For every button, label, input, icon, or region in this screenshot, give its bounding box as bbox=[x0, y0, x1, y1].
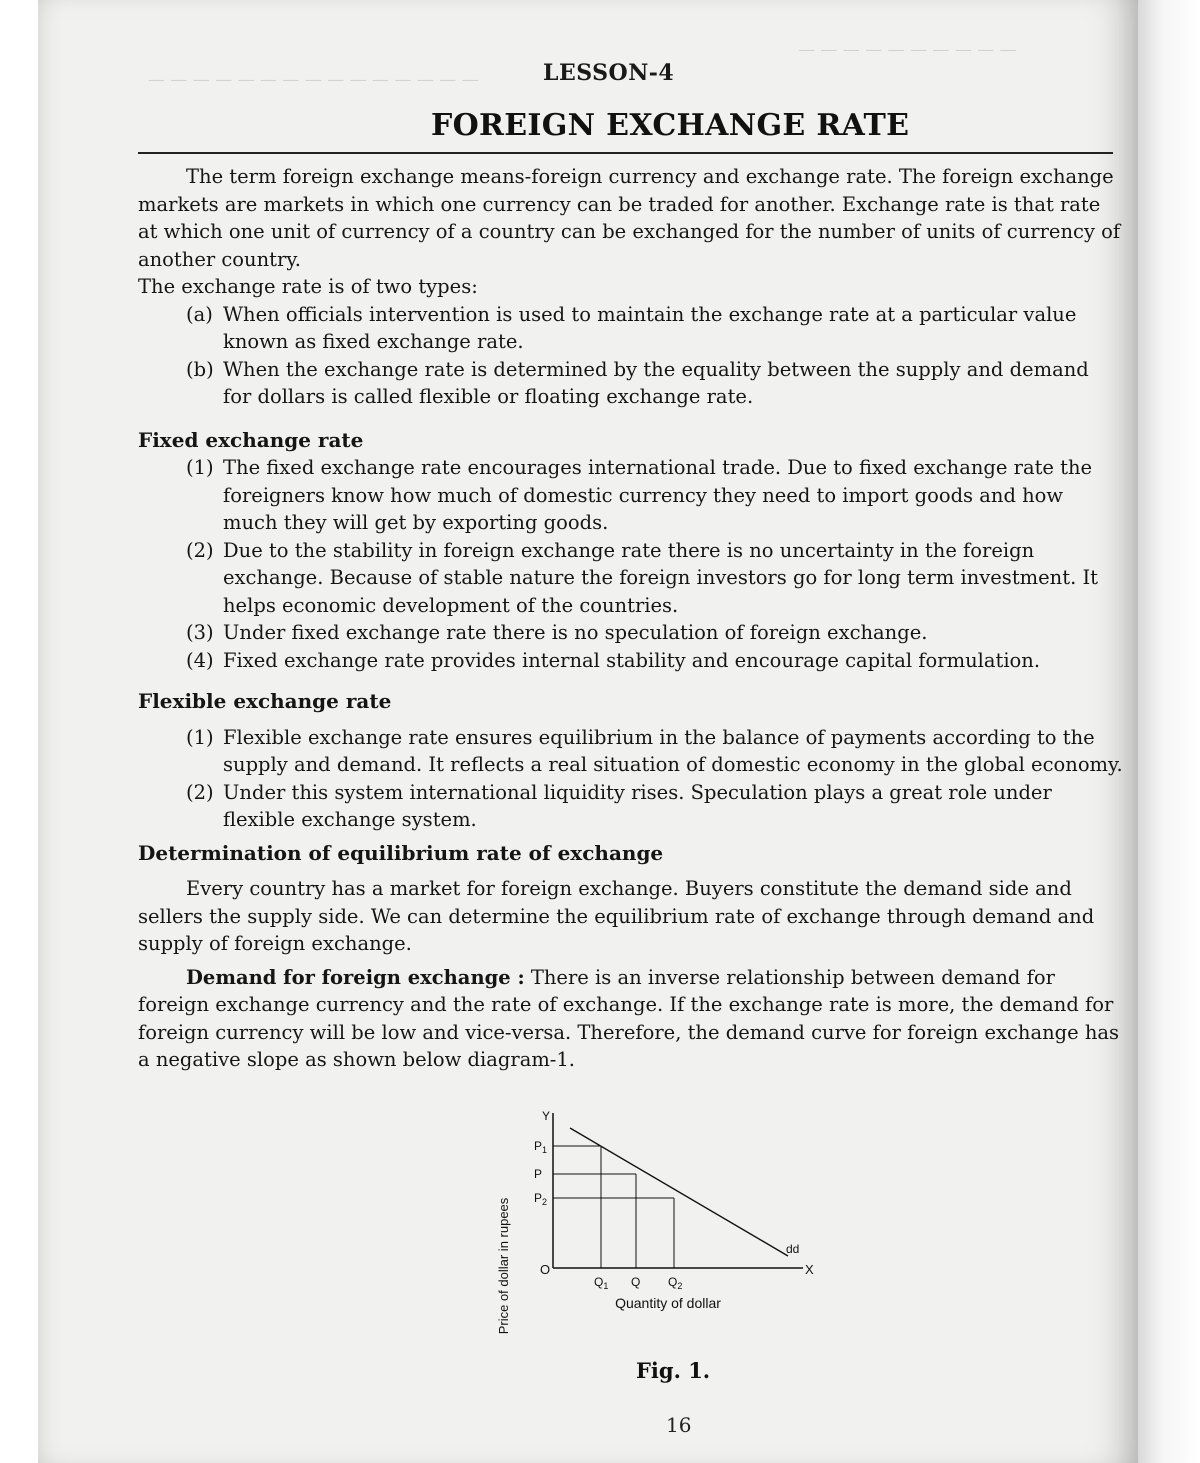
price-p1-label: $P_1$ bbox=[534, 1139, 548, 1155]
fixed-item-number: (3) bbox=[186, 621, 214, 644]
quantity-q-label: Q bbox=[631, 1275, 641, 1289]
fixed-item-number: (2) bbox=[186, 538, 214, 562]
fixed-item-number: (1) bbox=[186, 456, 214, 479]
scan-left-margin bbox=[0, 0, 38, 1463]
scan-right-margin bbox=[1138, 0, 1200, 1463]
demand-lead: Demand for foreign exchange : bbox=[186, 965, 525, 989]
bleed-through-text: — — — — — — — — — — — — — — — bbox=[148, 70, 479, 90]
type-item-number: (a) bbox=[186, 302, 213, 326]
type-item-b bbox=[138, 356, 1123, 411]
types-heading: The exchange rate is of two types: bbox=[138, 275, 478, 298]
equilibrium-paragraph: Every country has a market for foreign exchange. Buyers constitute the demand side and sellers the supply side. We can determine the equilibrium rate of exchange through demand and supply of foreign exchange. bbox=[138, 877, 1095, 955]
title-underline bbox=[138, 152, 1113, 154]
flexible-item-number: (2) bbox=[186, 780, 214, 804]
demand-curve-label: dd bbox=[786, 1242, 800, 1256]
fixed-item bbox=[138, 454, 1123, 537]
fixed-item-text: Under fixed exchange rate there is no speculation of foreign exchange. bbox=[223, 621, 928, 644]
flexible-rate-heading: Flexible exchange rate bbox=[138, 689, 392, 713]
fixed-item-number: (4) bbox=[186, 648, 214, 672]
page-number: 16 bbox=[666, 1413, 692, 1437]
page-title: FOREIGN EXCHANGE RATE bbox=[431, 108, 910, 143]
type-item-text: When the exchange rate is determined by the equality between the supply and demand for dollars is called flexible or floating exchange rate. bbox=[223, 357, 1089, 408]
intro-paragraph: The term foreign exchange means-foreign currency and exchange rate. The foreign exchange markets are markets in which one currency can be traded for another. Exchange rate is that rate at which one unit of currency of a country can be exchanged for the number of units of currency of another country. bbox=[138, 165, 1121, 271]
fixed-item-text: The fixed exchange rate encourages international trade. Due to fixed exchange rate the foreigners know how much of domestic currency they need to import goods and how much they will get by exporting goods. bbox=[223, 456, 1093, 534]
bleed-through-text: — — — — — — — — — — bbox=[798, 40, 1017, 60]
flexible-item bbox=[138, 724, 1123, 779]
type-item-number: (b) bbox=[186, 357, 214, 381]
quantity-q2-label: $Q_2$ bbox=[668, 1275, 683, 1291]
quantity-q1-label: $Q_1$ bbox=[594, 1275, 609, 1291]
equilibrium-heading: Determination of equilibrium rate of exchange bbox=[138, 840, 664, 865]
fixed-item bbox=[138, 647, 1123, 675]
x-axis-label: Quantity of dollar bbox=[615, 1295, 721, 1311]
flexible-item-number: (1) bbox=[186, 725, 214, 749]
demand-curve-figure bbox=[478, 1098, 838, 1358]
x-axis-letter: X bbox=[805, 1262, 814, 1277]
lesson-number: LESSON-4 bbox=[543, 60, 675, 86]
demand-curve-diagram bbox=[478, 1098, 838, 1358]
book-page bbox=[38, 0, 1138, 1463]
fixed-item bbox=[138, 537, 1123, 620]
origin-label: O bbox=[540, 1262, 551, 1277]
demand-curve bbox=[570, 1128, 788, 1256]
fixed-item-text: Fixed exchange rate provides internal stability and encourage capital formulation. bbox=[223, 648, 1041, 672]
price-p2-label: $P_2$ bbox=[534, 1191, 548, 1207]
type-item-text: When officials intervention is used to maintain the exchange rate at a particular value known as fixed exchange rate. bbox=[223, 302, 1077, 353]
fixed-item bbox=[138, 619, 1123, 647]
page-body bbox=[138, 163, 1123, 1074]
fixed-rate-heading: Fixed exchange rate bbox=[138, 427, 364, 452]
flexible-item bbox=[138, 779, 1123, 834]
demand-paragraph bbox=[138, 964, 1123, 1074]
y-axis-label: Price of dollar in rupees bbox=[496, 1197, 511, 1335]
figure-caption: Fig. 1. bbox=[636, 1358, 711, 1383]
price-p-label: P bbox=[534, 1167, 543, 1181]
type-item-a bbox=[138, 301, 1123, 356]
flexible-item-text: Under this system international liquidity rises. Speculation plays a great role under flexible exchange system. bbox=[223, 780, 1052, 831]
flexible-item-text: Flexible exchange rate ensures equilibrium in the balance of payments according to the supply and demand. It reflects a real situation of domestic economy in the global economy. bbox=[223, 725, 1123, 776]
y-axis-letter: Y bbox=[542, 1109, 551, 1123]
demand-text: There is an inverse relationship between demand for foreign exchange currency and the rate of exchange. If the exchange rate is more, the demand for foreign currency will be low and vice-versa. Therefore, the demand curve for foreign exchange has a negative slope as shown below diagram-1. bbox=[138, 965, 1120, 1071]
fixed-item-text: Due to the stability in foreign exchange rate there is no uncertainty in the foreign exchange. Because of stable nature the foreign investors go for long term investment. It helps economic development of the countries. bbox=[223, 538, 1099, 617]
